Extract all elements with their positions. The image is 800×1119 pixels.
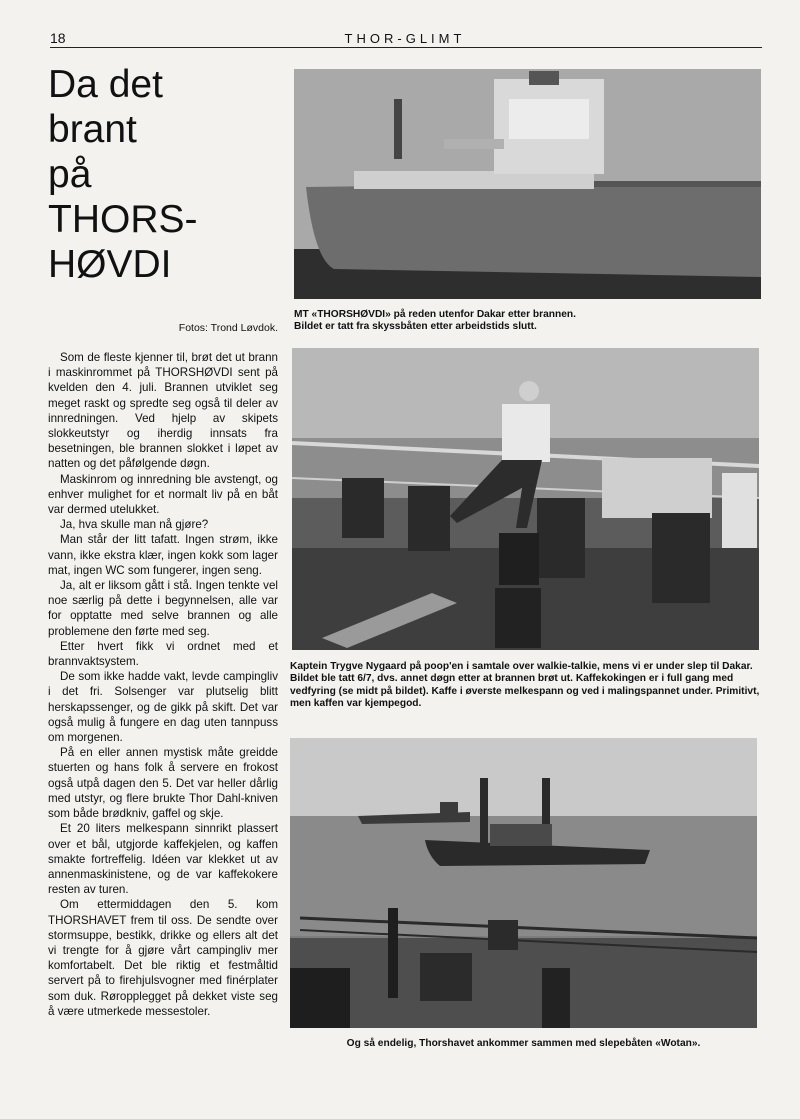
figure-caption — [290, 1038, 757, 1050]
article-headline — [48, 62, 288, 287]
headline-line: brant — [48, 108, 137, 151]
figure-caption — [294, 309, 764, 334]
headline-line: Da det — [48, 63, 163, 106]
paragraph: På en eller annen mystisk måte greidde stuerten og hans folk å servere en frokost også utpå dagen den 5. Det var heller dårlig med utstyr, og flere brukte Thor Dahl-kniven som både brødkniv, gaffel og skje. — [48, 746, 278, 821]
paragraph: Etter hvert fikk vi ordnet med et brannvaktsystem. — [48, 639, 278, 669]
paragraph: Ja, hva skulle man nå gjøre? — [60, 518, 209, 532]
headline-line: THORS- — [48, 198, 198, 241]
captain-photo — [292, 348, 759, 650]
photo-credit: Fotos: Trond Løvdok. — [178, 322, 278, 334]
paragraph: Man står der litt tafatt. Ingen strøm, ikke vann, ikke ekstra klær, ingen kokk som lager mat, ingen WC som fungerer, ingen seng. — [48, 533, 278, 577]
paragraph: De som ikke hadde vakt, levde campingliv i det fri. Solsenger var plutselig blitt herskapssenger, og de gikk på skift. Det var også mulig å fungere en dag uten tannpuss om morgenen. — [48, 670, 278, 745]
paragraph: Ja, alt er liksom gått i stå. Ingen tenkte vel noe særlig på dette i begynnelsen, alle var for opptatte med selve brannen og alle problemene den førte med seg. — [48, 579, 278, 638]
tanker-photo — [294, 69, 761, 299]
paragraph: Et 20 liters melkespann sinnrikt plassert over et bål, utgjorde kaffekjelen, og kaffen smakte fortreffelig. Idéen var klekket ut av annenmaskinistene, og de var kaffekokere resten av turen. — [48, 822, 278, 897]
caption-line: Kaptein Trygve Nygaard på poop'en i samtale over walkie-talkie, mens vi er under slep til Dakar. — [290, 661, 753, 672]
headline-line: på — [48, 153, 92, 196]
page-number: 18 — [50, 30, 66, 46]
tug-arrival-photo — [290, 738, 757, 1028]
header-rule — [50, 47, 762, 48]
caption-line: Bildet er tatt fra skyssbåten etter arbeidstids slutt. — [294, 321, 537, 333]
paragraph: Om ettermiddagen den 5. kom THORSHAVET frem til oss. De sendte over stormsuppe, bestikk, drikke og ellers alt det vi trengte for å gjøre vårt campingliv mer komfortabelt. Det ble riktig et festmåltid servert på to firehjulsvogner med finérplater som duk. Røropplegget på dekket viste seg å være utmerkede messestoler. — [48, 898, 278, 1018]
article-body — [48, 350, 278, 1019]
caption-line: Og så endelig, Thorshavet ankommer sammen med slepebåten «Wotan». — [346, 1038, 701, 1049]
running-head: THOR-GLIMT — [344, 31, 466, 46]
caption-line: Bildet ble tatt 6/7, dvs. annet døgn etter at brannen brøt ut. Kaffekokingen er i full gang med vedfyring (se midt på bildet). Kaffe i øverste melkespann og ved i malingspannet under. Primitivt, men kaffen var kjempegod. — [290, 673, 760, 709]
paragraph: Som de fleste kjenner til, brøt det ut brann i maskinrommet på THORSHØVDI sent på kvelden den 4. juli. Brannen utviklet seg meget raskt og spredte seg også til deler av innredningen. Ved hjelp av skipets slokkeutstyr og iherdig innsats fra besetningen, ble brannen slokket i løpet av natten og det påfølgende døgn. — [48, 351, 278, 471]
headline-line: HØVDI — [48, 243, 172, 286]
paragraph: Maskinrom og innredning ble avstengt, og enhver mulighet for et normalt liv på en båt var dermed utelukket. — [48, 472, 278, 517]
figure-caption — [290, 661, 765, 710]
caption-line: MT «THORSHØVDI» på reden utenfor Dakar etter brannen. — [294, 309, 576, 320]
